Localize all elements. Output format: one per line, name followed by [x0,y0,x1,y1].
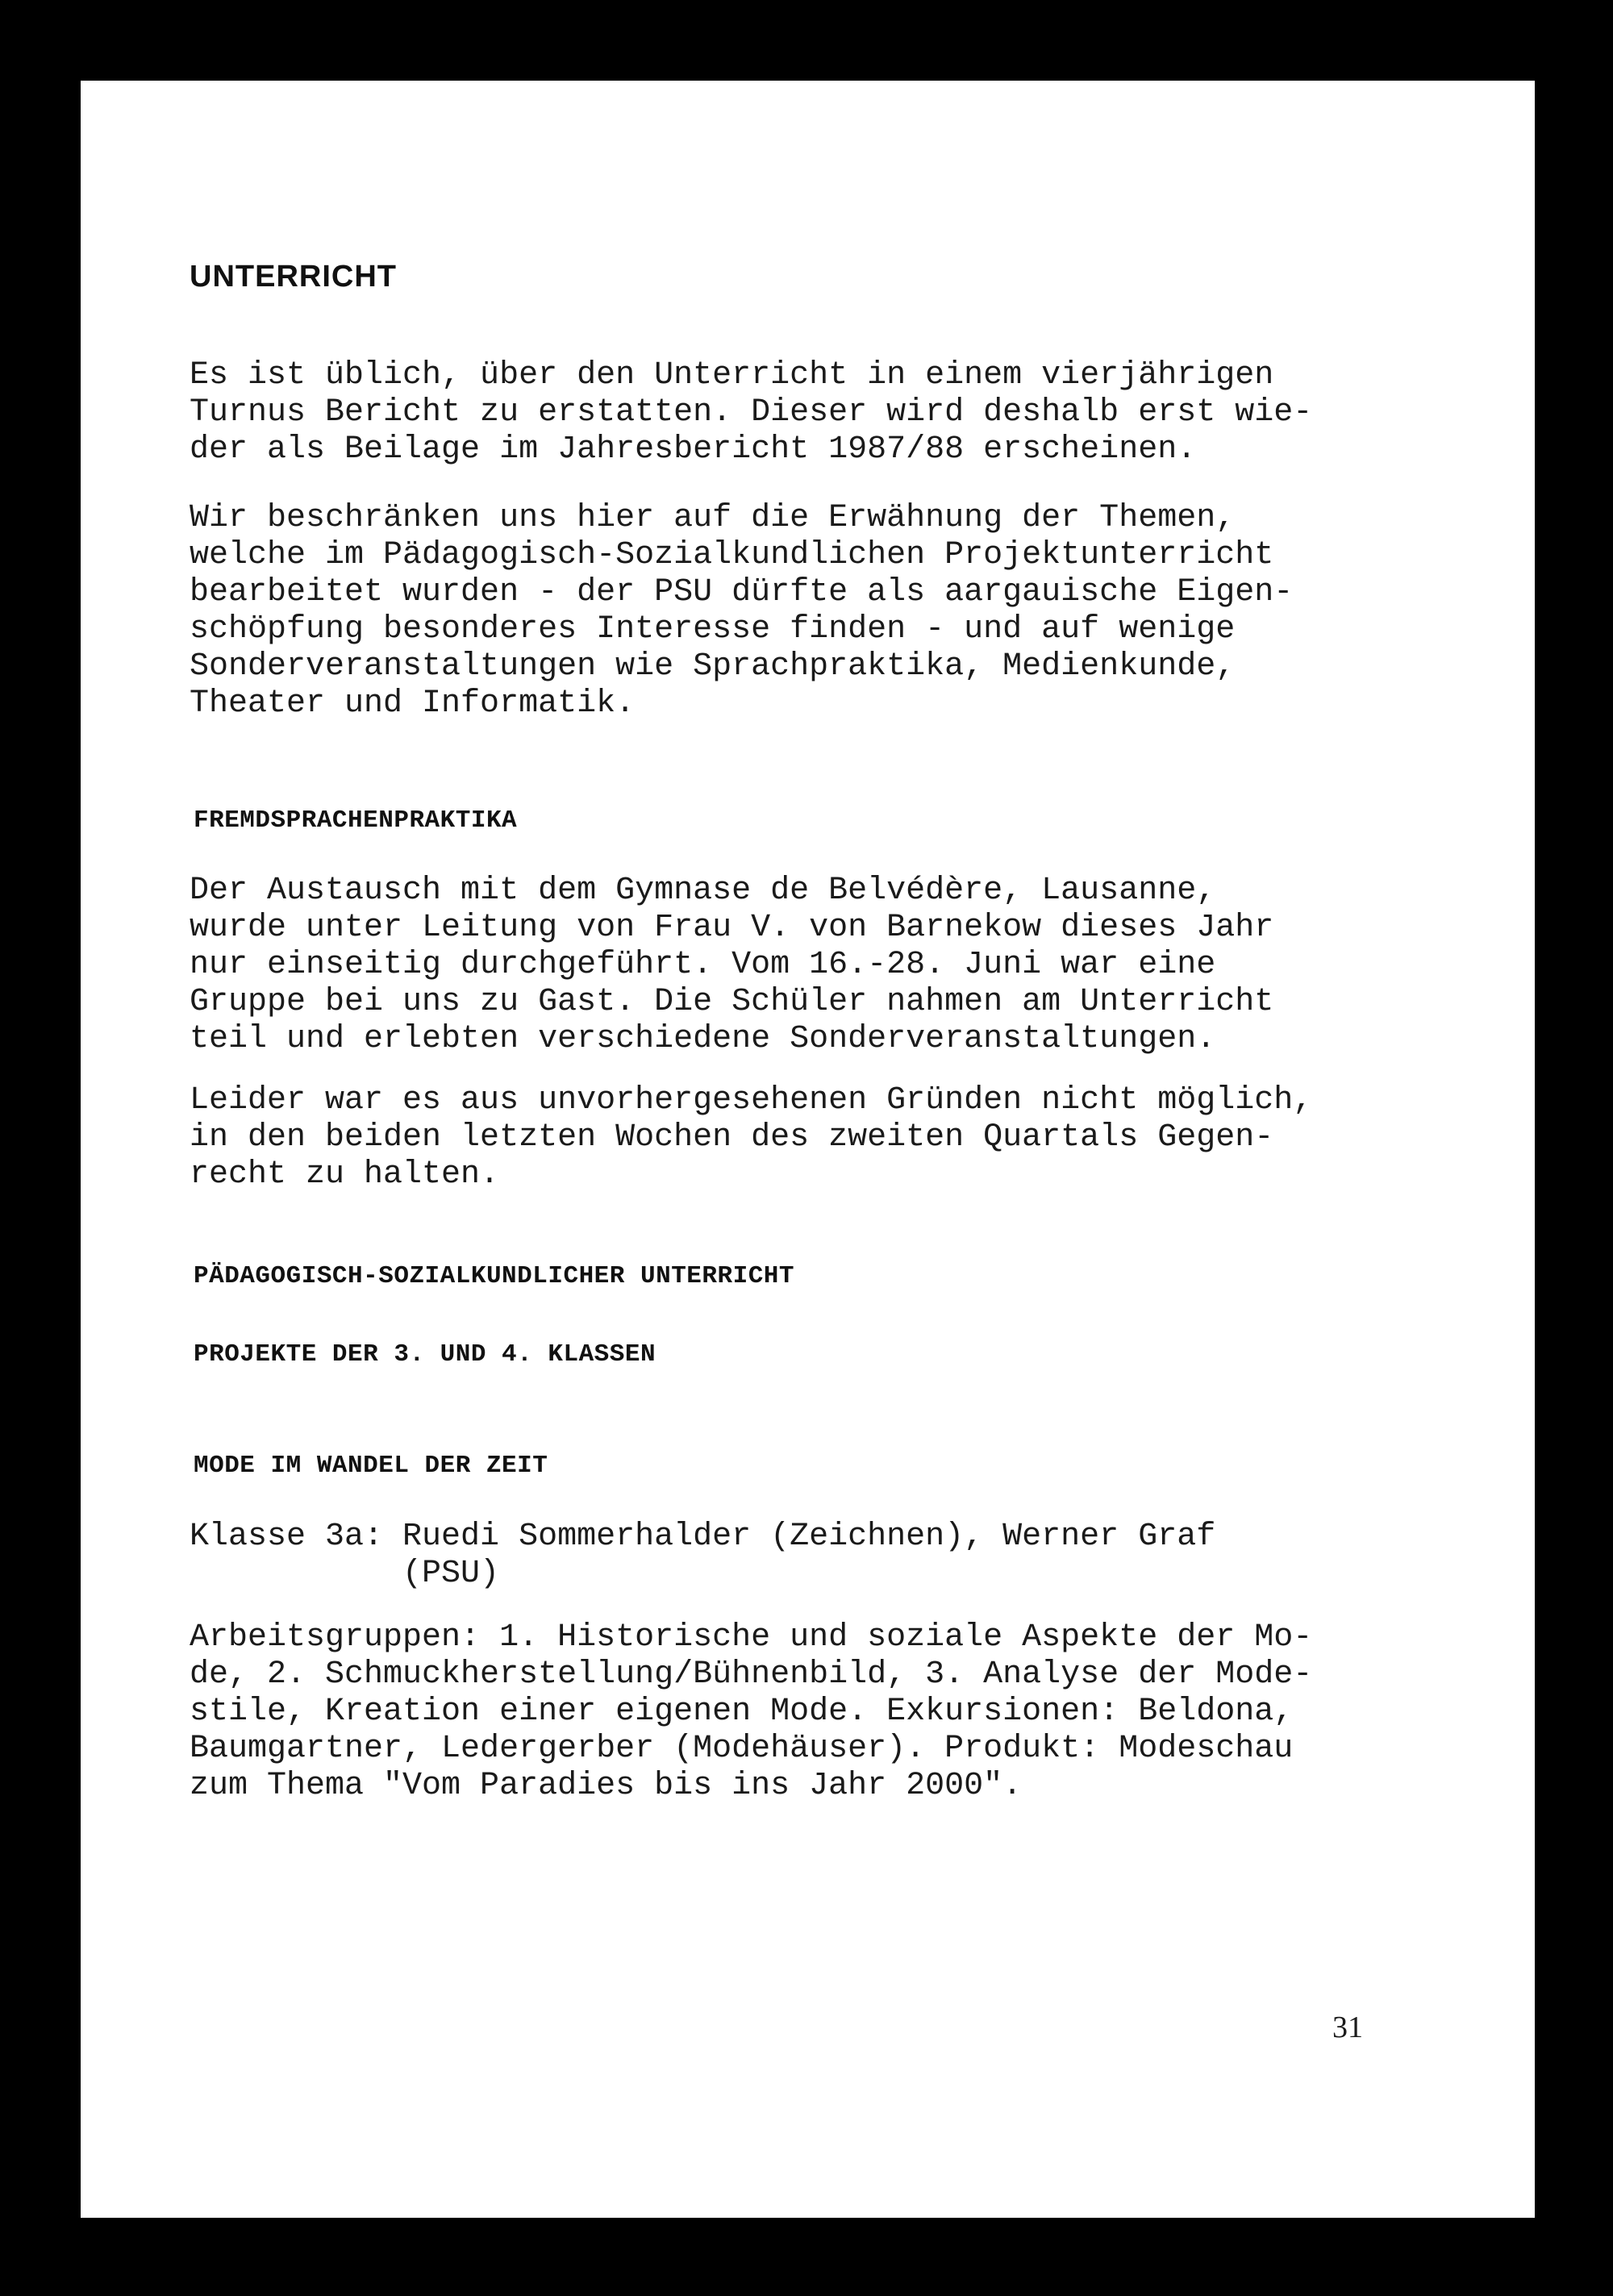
document-page [81,81,1535,2218]
class-teachers-line: Klasse 3a: Ruedi Sommerhalder (Zeichnen), Werner Graf (PSU) [190,1519,1216,1592]
section-heading-fremdsprachenpraktika: FREMDSPRACHENPRAKTIKA [194,806,518,835]
intro-paragraph-1: Es ist üblich, über den Unterricht in einem vierjährigen Turnus Bericht zu erstatten. Dieser wird deshalb erst wie- der als Beilage im Jahresbericht 1987/88 erscheinen. [190,357,1313,468]
mode-paragraph: Arbeitsgruppen: 1. Historische und soziale Aspekte der Mo- de, 2. Schmuckherstellung/Bühnenbild, 3. Analyse der Mode- stile, Kreation einer eigenen Mode. Exkursionen: Beldona, Baumgartner, Ledergerber (Modehäuser). Produkt: Modeschau zum Thema "Vom Paradies bis ins Jahr 2000". [190,1619,1313,1804]
subheading-projekte: PROJEKTE DER 3. UND 4. KLASSEN [194,1340,656,1369]
page-title: UNTERRICHT [190,260,397,294]
page-number: 31 [1332,2011,1363,2044]
section-heading-psu: PÄDAGOGISCH-SOZIALKUNDLICHER UNTERRICHT [194,1262,795,1290]
section-heading-mode: MODE IM WANDEL DER ZEIT [194,1452,548,1480]
fremdsprachen-paragraph-2: Leider war es aus unvorhergesehenen Gründen nicht möglich, in den beiden letzten Wochen des zweiten Quartals Gegen- recht zu halten. [190,1082,1313,1193]
fremdsprachen-paragraph-1: Der Austausch mit dem Gymnase de Belvédère, Lausanne, wurde unter Leitung von Frau V. von Barnekow dieses Jahr nur einseitig durchgeführt. Vom 16.-28. Juni war eine Gruppe bei uns zu Gast. Die Schüler nahmen am Unterricht teil und erlebten verschiedene Sonderveranstaltungen. [190,873,1274,1057]
intro-paragraph-2: Wir beschränken uns hier auf die Erwähnung der Themen, welche im Pädagogisch-Sozialkundlichen Projektunterricht bearbeitet wurden - der PSU dürfte als aargauische Eigen- schöpfung besonderes Interesse finden - und auf wenige Sonderveranstaltungen wie Sprachpraktika, Medienkunde, Theater und Informatik. [190,500,1294,722]
